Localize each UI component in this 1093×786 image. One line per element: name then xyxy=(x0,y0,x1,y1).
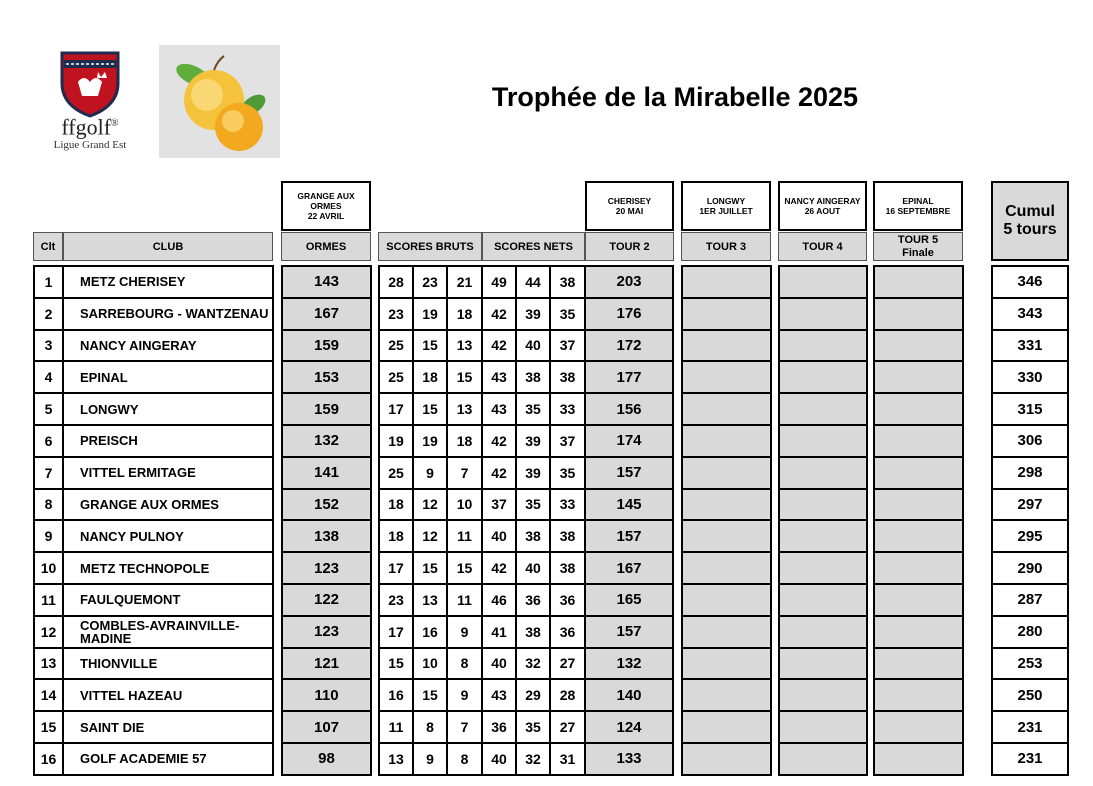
net-score-3-cell: 38 xyxy=(550,361,585,393)
net-score-2-cell: 32 xyxy=(516,648,550,680)
club-cell: FAULQUEMONT xyxy=(63,584,273,616)
tour4-venue-box xyxy=(778,181,867,231)
tour5-score-cell xyxy=(874,361,963,393)
tour1-date: 22 AVRIL xyxy=(307,211,345,221)
net-score-2-cell: 35 xyxy=(516,393,550,425)
ormes-score-cell: 110 xyxy=(282,679,371,711)
ormes-score-cell: 132 xyxy=(282,425,371,457)
net-score-2-cell: 39 xyxy=(516,298,550,330)
ormes-score-cell: 122 xyxy=(282,584,371,616)
net-score-2-cell: 39 xyxy=(516,457,550,489)
tour4-venue: NANCY AINGERAY xyxy=(784,196,861,206)
tour1-venue-box xyxy=(281,181,371,231)
tour5-venue-box xyxy=(873,181,963,231)
brut-score-2-cell: 19 xyxy=(413,425,447,457)
mirabelle-fruit-logo xyxy=(159,45,280,158)
cumul-score-cell: 280 xyxy=(992,616,1068,648)
rank-cell: 10 xyxy=(34,552,63,584)
net-score-1-cell: 37 xyxy=(482,489,516,521)
brut-score-2-cell: 18 xyxy=(413,361,447,393)
rank-cell: 3 xyxy=(34,330,63,362)
cumul-label: Cumul xyxy=(1005,203,1055,220)
net-score-1-cell: 42 xyxy=(482,457,516,489)
brut-score-1-cell: 18 xyxy=(379,489,413,521)
tour5-score-cell xyxy=(874,679,963,711)
tour3-score-cell xyxy=(682,298,771,330)
tour2-score-cell: 133 xyxy=(585,743,673,775)
net-score-2-cell: 36 xyxy=(516,584,550,616)
ormes-score-cell: 98 xyxy=(282,743,371,775)
club-cell: EPINAL xyxy=(63,361,273,393)
club-cell: SAINT DIE xyxy=(63,711,273,743)
net-score-3-cell: 36 xyxy=(550,584,585,616)
tour5-score-cell xyxy=(874,584,963,616)
club-cell: METZ TECHNOPOLE xyxy=(63,552,273,584)
net-score-1-cell: 41 xyxy=(482,616,516,648)
tour3-venue-box xyxy=(681,181,771,231)
net-score-2-cell: 39 xyxy=(516,425,550,457)
rank-cell: 8 xyxy=(34,489,63,521)
brut-score-1-cell: 23 xyxy=(379,584,413,616)
net-score-2-cell: 32 xyxy=(516,743,550,775)
tour4-score-cell xyxy=(779,457,867,489)
ligue-grand-est-label: Ligue Grand Est xyxy=(53,139,127,151)
tour4-score-cell xyxy=(779,489,867,521)
club-cell: THIONVILLE xyxy=(63,648,273,680)
club-cell: PREISCH xyxy=(63,425,273,457)
brut-score-2-cell: 10 xyxy=(413,648,447,680)
club-cell: LONGWY xyxy=(63,393,273,425)
net-score-3-cell: 38 xyxy=(550,266,585,298)
ormes-score-cell: 167 xyxy=(282,298,371,330)
tour5-venue: EPINAL xyxy=(902,196,934,206)
cumul-header xyxy=(991,181,1069,261)
tour4-score-cell xyxy=(779,520,867,552)
mirabelle-icon xyxy=(159,45,280,158)
cumul-score-cell: 297 xyxy=(992,489,1068,521)
cumul-score-cell: 250 xyxy=(992,679,1068,711)
brut-score-2-cell: 16 xyxy=(413,616,447,648)
net-score-1-cell: 46 xyxy=(482,584,516,616)
brut-score-1-cell: 17 xyxy=(379,552,413,584)
scores-nets-header: SCORES NETS xyxy=(482,232,585,261)
rank-cell: 2 xyxy=(34,298,63,330)
cumul-score-cell: 343 xyxy=(992,298,1068,330)
tour2-score-cell: 157 xyxy=(585,520,673,552)
tour4-score-cell xyxy=(779,361,867,393)
brut-score-1-cell: 11 xyxy=(379,711,413,743)
brut-score-3-cell: 8 xyxy=(447,648,482,680)
brut-score-1-cell: 25 xyxy=(379,457,413,489)
brut-score-3-cell: 10 xyxy=(447,489,482,521)
club-cell: METZ CHERISEY xyxy=(63,266,273,298)
tour4-score-cell xyxy=(779,330,867,362)
tour5-score-cell xyxy=(874,330,963,362)
net-score-1-cell: 43 xyxy=(482,679,516,711)
rank-cell: 1 xyxy=(34,266,63,298)
net-score-2-cell: 38 xyxy=(516,616,550,648)
net-score-3-cell: 31 xyxy=(550,743,585,775)
tour4-score-cell xyxy=(779,425,867,457)
tour3-score-cell xyxy=(682,584,771,616)
net-score-1-cell: 42 xyxy=(482,552,516,584)
tour2-header: TOUR 2 xyxy=(585,232,674,261)
tour2-score-cell: 157 xyxy=(585,616,673,648)
brut-score-2-cell: 9 xyxy=(413,743,447,775)
net-score-3-cell: 35 xyxy=(550,457,585,489)
tour5-date: 16 SEPTEMBRE xyxy=(885,206,951,216)
net-score-1-cell: 42 xyxy=(482,298,516,330)
club-cell: GOLF ACADEMIE 57 xyxy=(63,743,273,775)
net-score-2-cell: 35 xyxy=(516,711,550,743)
tour3-score-cell xyxy=(682,679,771,711)
ormes-score-cell: 107 xyxy=(282,711,371,743)
net-score-3-cell: 27 xyxy=(550,648,585,680)
net-score-3-cell: 37 xyxy=(550,425,585,457)
tour5-score-cell xyxy=(874,648,963,680)
net-score-1-cell: 42 xyxy=(482,425,516,457)
tour2-score-cell: 157 xyxy=(585,457,673,489)
brut-score-1-cell: 17 xyxy=(379,393,413,425)
rank-cell: 11 xyxy=(34,584,63,616)
tour5-score-cell xyxy=(874,616,963,648)
tour3-score-cell xyxy=(682,552,771,584)
tour3-date: 1ER JUILLET xyxy=(699,206,753,216)
cumul-score-cell: 290 xyxy=(992,552,1068,584)
tour3-score-cell xyxy=(682,266,771,298)
brut-score-1-cell: 23 xyxy=(379,298,413,330)
tour5-score-cell xyxy=(874,489,963,521)
brut-score-3-cell: 13 xyxy=(447,330,482,362)
tour2-score-cell: 145 xyxy=(585,489,673,521)
net-score-3-cell: 33 xyxy=(550,393,585,425)
net-score-1-cell: 40 xyxy=(482,648,516,680)
brut-score-2-cell: 8 xyxy=(413,711,447,743)
club-cell: SARREBOURG - WANTZENAU xyxy=(63,298,273,330)
tour3-score-cell xyxy=(682,489,771,521)
brut-score-1-cell: 19 xyxy=(379,425,413,457)
club-cell: NANCY PULNOY xyxy=(63,520,273,552)
net-score-3-cell: 38 xyxy=(550,520,585,552)
tour5-score-cell xyxy=(874,298,963,330)
ormes-score-cell: 123 xyxy=(282,616,371,648)
rank-cell: 7 xyxy=(34,457,63,489)
tour3-score-cell xyxy=(682,616,771,648)
clt-header: Clt xyxy=(33,232,63,261)
cumul-score-cell: 253 xyxy=(992,648,1068,680)
ormes-score-cell: 152 xyxy=(282,489,371,521)
tour3-score-cell xyxy=(682,711,771,743)
tour3-score-cell xyxy=(682,393,771,425)
tour5-score-cell xyxy=(874,552,963,584)
tour2-score-cell: 124 xyxy=(585,711,673,743)
net-score-3-cell: 28 xyxy=(550,679,585,711)
tour4-score-cell xyxy=(779,552,867,584)
brut-score-2-cell: 13 xyxy=(413,584,447,616)
tour4-score-cell xyxy=(779,648,867,680)
net-score-1-cell: 43 xyxy=(482,361,516,393)
brut-score-2-cell: 23 xyxy=(413,266,447,298)
tour2-score-cell: 203 xyxy=(585,266,673,298)
cumul-score-cell: 330 xyxy=(992,361,1068,393)
ormes-score-cell: 159 xyxy=(282,330,371,362)
cumul-score-cell: 331 xyxy=(992,330,1068,362)
ormes-score-cell: 123 xyxy=(282,552,371,584)
tour3-score-cell xyxy=(682,648,771,680)
tour5-label: TOUR 5 xyxy=(897,233,939,246)
club-cell: COMBLES-AVRAINVILLE-MADINE xyxy=(63,616,273,648)
rank-cell: 6 xyxy=(34,425,63,457)
cumul-score-cell: 315 xyxy=(992,393,1068,425)
brut-score-1-cell: 25 xyxy=(379,330,413,362)
brut-score-3-cell: 18 xyxy=(447,425,482,457)
tour4-score-cell xyxy=(779,616,867,648)
tour4-score-cell xyxy=(779,584,867,616)
rank-cell: 13 xyxy=(34,648,63,680)
tour4-score-cell xyxy=(779,393,867,425)
cumul-score-cell: 287 xyxy=(992,584,1068,616)
cumul-score-cell: 231 xyxy=(992,743,1068,775)
tour4-header: TOUR 4 xyxy=(778,232,867,261)
brut-score-3-cell: 7 xyxy=(447,711,482,743)
tour3-score-cell xyxy=(682,743,771,775)
brut-score-1-cell: 17 xyxy=(379,616,413,648)
rank-cell: 12 xyxy=(34,616,63,648)
tour4-date: 26 AOUT xyxy=(804,206,841,216)
brut-score-3-cell: 18 xyxy=(447,298,482,330)
brut-score-3-cell: 21 xyxy=(447,266,482,298)
tour3-score-cell xyxy=(682,457,771,489)
tour3-score-cell xyxy=(682,425,771,457)
brut-score-2-cell: 19 xyxy=(413,298,447,330)
tour1-venue: GRANGE AUX ORMES xyxy=(297,191,355,211)
club-cell: GRANGE AUX ORMES xyxy=(63,489,273,521)
net-score-3-cell: 36 xyxy=(550,616,585,648)
tour2-score-cell: 172 xyxy=(585,330,673,362)
brut-score-2-cell: 9 xyxy=(413,457,447,489)
brut-score-1-cell: 16 xyxy=(379,679,413,711)
brut-score-1-cell: 28 xyxy=(379,266,413,298)
tour5-score-cell xyxy=(874,425,963,457)
tour2-score-cell: 174 xyxy=(585,425,673,457)
cumul-score-cell: 295 xyxy=(992,520,1068,552)
tour5-score-cell xyxy=(874,711,963,743)
net-score-1-cell: 49 xyxy=(482,266,516,298)
net-score-3-cell: 37 xyxy=(550,330,585,362)
brut-score-3-cell: 13 xyxy=(447,393,482,425)
cumul-score-cell: 306 xyxy=(992,425,1068,457)
tour3-venue: LONGWY xyxy=(706,196,746,206)
tour4-score-cell xyxy=(779,711,867,743)
tour5-score-cell xyxy=(874,457,963,489)
tour2-score-cell: 132 xyxy=(585,648,673,680)
tour3-header: TOUR 3 xyxy=(681,232,771,261)
net-score-2-cell: 40 xyxy=(516,552,550,584)
ffgolf-shield-logo xyxy=(40,48,140,118)
ormes-score-cell: 141 xyxy=(282,457,371,489)
rank-cell: 4 xyxy=(34,361,63,393)
net-score-1-cell: 42 xyxy=(482,330,516,362)
tour4-score-cell xyxy=(779,679,867,711)
club-cell: NANCY AINGERAY xyxy=(63,330,273,362)
cumul-score-cell: 298 xyxy=(992,457,1068,489)
brut-score-2-cell: 12 xyxy=(413,520,447,552)
brut-score-2-cell: 12 xyxy=(413,489,447,521)
net-score-3-cell: 33 xyxy=(550,489,585,521)
rank-cell: 9 xyxy=(34,520,63,552)
cumul-sublabel: 5 tours xyxy=(1003,221,1057,238)
club-header: CLUB xyxy=(63,232,273,261)
cumul-score-cell: 346 xyxy=(992,266,1068,298)
tour5-score-cell xyxy=(874,266,963,298)
ormes-header: ORMES xyxy=(281,232,371,261)
tour5-score-cell xyxy=(874,743,963,775)
brut-score-3-cell: 9 xyxy=(447,616,482,648)
brut-score-2-cell: 15 xyxy=(413,393,447,425)
brut-score-1-cell: 13 xyxy=(379,743,413,775)
rank-cell: 14 xyxy=(34,679,63,711)
brut-score-3-cell: 9 xyxy=(447,679,482,711)
net-score-3-cell: 27 xyxy=(550,711,585,743)
cumul-score-cell: 231 xyxy=(992,711,1068,743)
tour3-score-cell xyxy=(682,330,771,362)
brut-score-3-cell: 15 xyxy=(447,361,482,393)
net-score-2-cell: 44 xyxy=(516,266,550,298)
brut-score-3-cell: 15 xyxy=(447,552,482,584)
net-score-3-cell: 38 xyxy=(550,552,585,584)
tour2-score-cell: 140 xyxy=(585,679,673,711)
scores-bruts-header: SCORES BRUTS xyxy=(378,232,482,261)
tour2-score-cell: 156 xyxy=(585,393,673,425)
net-score-2-cell: 38 xyxy=(516,361,550,393)
tour5-header xyxy=(873,232,963,261)
tour3-score-cell xyxy=(682,361,771,393)
ormes-score-cell: 138 xyxy=(282,520,371,552)
tour2-score-cell: 167 xyxy=(585,552,673,584)
ffgolf-wordmark: ffgolf® xyxy=(61,114,119,140)
club-cell: VITTEL HAZEAU xyxy=(63,679,273,711)
tour2-venue: CHERISEY xyxy=(607,196,652,206)
net-score-1-cell: 36 xyxy=(482,711,516,743)
tour4-score-cell xyxy=(779,298,867,330)
ormes-score-cell: 143 xyxy=(282,266,371,298)
tour2-venue-box xyxy=(585,181,674,231)
tour5-score-cell xyxy=(874,393,963,425)
rank-cell: 5 xyxy=(34,393,63,425)
brut-score-2-cell: 15 xyxy=(413,679,447,711)
net-score-1-cell: 40 xyxy=(482,743,516,775)
net-score-1-cell: 40 xyxy=(482,520,516,552)
tour2-score-cell: 176 xyxy=(585,298,673,330)
brut-score-2-cell: 15 xyxy=(413,552,447,584)
brut-score-1-cell: 15 xyxy=(379,648,413,680)
club-cell: VITTEL ERMITAGE xyxy=(63,457,273,489)
tour2-score-cell: 165 xyxy=(585,584,673,616)
brut-score-3-cell: 11 xyxy=(447,520,482,552)
brut-score-3-cell: 7 xyxy=(447,457,482,489)
net-score-2-cell: 40 xyxy=(516,330,550,362)
tour5-finale: Finale xyxy=(902,246,934,259)
ormes-score-cell: 159 xyxy=(282,393,371,425)
rank-cell: 16 xyxy=(34,743,63,775)
tour4-score-cell xyxy=(779,743,867,775)
net-score-1-cell: 43 xyxy=(482,393,516,425)
brut-score-2-cell: 15 xyxy=(413,330,447,362)
brut-score-3-cell: 11 xyxy=(447,584,482,616)
brut-score-1-cell: 25 xyxy=(379,361,413,393)
brut-score-1-cell: 18 xyxy=(379,520,413,552)
ormes-score-cell: 121 xyxy=(282,648,371,680)
brut-score-3-cell: 8 xyxy=(447,743,482,775)
page-title: Trophée de la Mirabelle 2025 xyxy=(491,82,859,112)
tour2-score-cell: 177 xyxy=(585,361,673,393)
net-score-2-cell: 38 xyxy=(516,520,550,552)
net-score-2-cell: 29 xyxy=(516,679,550,711)
tour2-date: 20 MAI xyxy=(615,206,644,216)
rank-cell: 15 xyxy=(34,711,63,743)
tour4-score-cell xyxy=(779,266,867,298)
ormes-score-cell: 153 xyxy=(282,361,371,393)
net-score-3-cell: 35 xyxy=(550,298,585,330)
net-score-2-cell: 35 xyxy=(516,489,550,521)
tour5-score-cell xyxy=(874,520,963,552)
tour3-score-cell xyxy=(682,520,771,552)
